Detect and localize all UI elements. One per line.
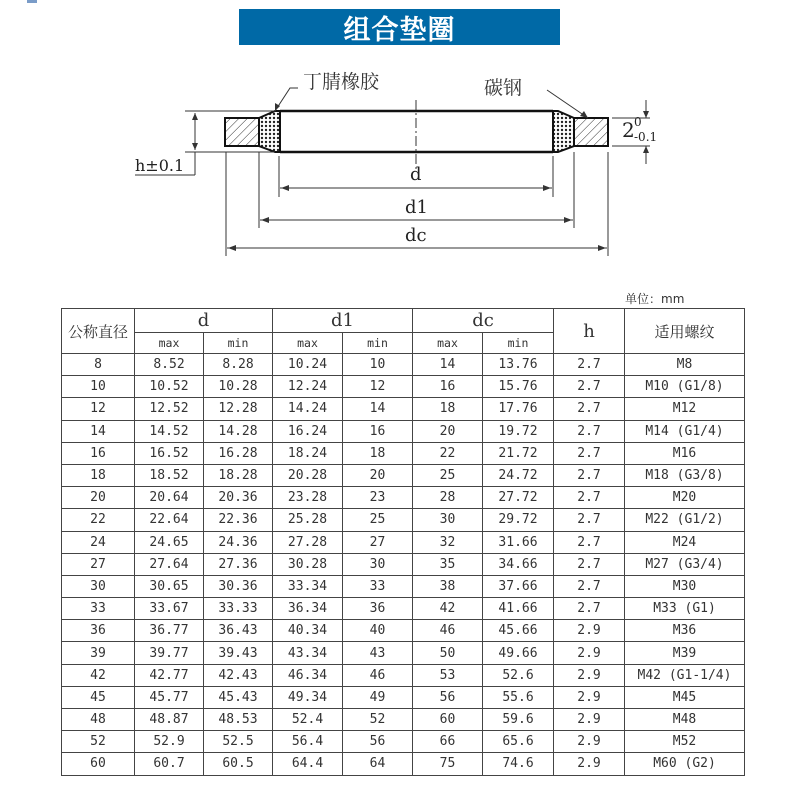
cell-dc-min: 27.72 [483,487,554,509]
cell-d-max: 24.65 [135,531,204,553]
header-d: d [135,309,273,333]
header-d1-min: min [343,333,413,354]
table-row [62,686,745,708]
table-row [62,509,745,531]
cell-thread: M39 [625,642,745,664]
cell-d1-min: 25 [343,509,413,531]
cell-d-min: 16.28 [204,442,273,464]
cell-dc-min: 45.66 [483,620,554,642]
cell-d-max: 45.77 [135,686,204,708]
cell-nominal: 60 [62,753,135,775]
cell-dc-max: 50 [413,642,483,664]
cell-d1-max: 16.24 [273,420,343,442]
cell-nominal: 36 [62,620,135,642]
cell-thread: M52 [625,731,745,753]
washer-drawing [0,60,800,260]
spec-table [61,308,745,776]
header-d1-max: max [273,333,343,354]
table-row [62,442,745,464]
header-d-max: max [135,333,204,354]
cell-dc-min: 74.6 [483,753,554,775]
steel-material-label: 碳钢 [484,77,523,99]
cell-h: 2.7 [554,442,625,464]
cell-d-min: 18.28 [204,464,273,486]
cell-d-min: 52.5 [204,731,273,753]
cell-d1-min: 36 [343,598,413,620]
cell-h: 2.7 [554,420,625,442]
cell-dc-max: 42 [413,598,483,620]
cell-d1-max: 56.4 [273,731,343,753]
cell-dc-max: 22 [413,442,483,464]
cell-d-max: 39.77 [135,642,204,664]
cell-d-max: 36.77 [135,620,204,642]
table-row [62,464,745,486]
cell-dc-min: 37.66 [483,575,554,597]
cell-d1-max: 46.34 [273,664,343,686]
cell-dc-min: 41.66 [483,598,554,620]
cell-d-max: 42.77 [135,664,204,686]
table-row [62,731,745,753]
cell-d-max: 8.52 [135,354,204,376]
thickness-lower-tolerance: -0.1 [634,130,658,144]
corner-mark [27,0,37,3]
cell-dc-max: 20 [413,420,483,442]
cell-d1-min: 30 [343,553,413,575]
cell-d1-max: 33.34 [273,575,343,597]
cell-h: 2.9 [554,642,625,664]
cell-d1-min: 10 [343,354,413,376]
cell-dc-min: 52.6 [483,664,554,686]
table-row [62,420,745,442]
cell-dc-min: 17.76 [483,398,554,420]
header-d-min: min [204,333,273,354]
cell-nominal: 39 [62,642,135,664]
cell-h: 2.9 [554,731,625,753]
spec-table-body [62,354,745,776]
cell-d-min: 8.28 [204,354,273,376]
cell-h: 2.7 [554,553,625,575]
cell-d1-max: 64.4 [273,753,343,775]
table-row [62,664,745,686]
cell-d1-max: 49.34 [273,686,343,708]
cell-dc-max: 32 [413,531,483,553]
cell-dc-min: 55.6 [483,686,554,708]
cell-nominal: 10 [62,376,135,398]
cell-nominal: 45 [62,686,135,708]
cell-dc-min: 65.6 [483,731,554,753]
unit-note: 单位：mm [625,292,685,306]
cell-thread: M10 (G1/8) [625,376,745,398]
cell-nominal: 42 [62,664,135,686]
cell-thread: M30 [625,575,745,597]
cell-d-max: 27.64 [135,553,204,575]
cell-thread: M48 [625,709,745,731]
cell-dc-max: 46 [413,620,483,642]
cell-dc-max: 66 [413,731,483,753]
cell-dc-min: 21.72 [483,442,554,464]
header-d1: d1 [273,309,413,333]
cell-dc-max: 60 [413,709,483,731]
cell-d1-min: 12 [343,376,413,398]
cell-d-min: 42.43 [204,664,273,686]
cell-d-min: 60.5 [204,753,273,775]
cell-nominal: 20 [62,487,135,509]
table-row [62,620,745,642]
cell-d-min: 12.28 [204,398,273,420]
cell-d1-max: 25.28 [273,509,343,531]
cell-nominal: 18 [62,464,135,486]
cell-d-min: 20.36 [204,487,273,509]
cell-d1-min: 49 [343,686,413,708]
cell-d1-max: 23.28 [273,487,343,509]
cell-h: 2.7 [554,464,625,486]
cell-nominal: 52 [62,731,135,753]
cell-dc-min: 15.76 [483,376,554,398]
cell-dc-min: 49.66 [483,642,554,664]
header-dc-min: min [483,333,554,354]
thickness-label [622,115,658,144]
cell-d-min: 36.43 [204,620,273,642]
cell-thread: M42 (G1-1/4) [625,664,745,686]
cell-thread: M12 [625,398,745,420]
header-thread: 适用螺纹 [625,309,745,354]
cell-nominal: 16 [62,442,135,464]
table-row [62,354,745,376]
cell-dc-min: 31.66 [483,531,554,553]
cell-d-min: 22.36 [204,509,273,531]
cell-d-max: 30.65 [135,575,204,597]
cell-h: 2.9 [554,753,625,775]
dim-d-label: d [410,164,422,185]
cell-d-max: 14.52 [135,420,204,442]
table-row [62,553,745,575]
header-nominal-diameter: 公称直径 [62,309,135,354]
cell-thread: M18 (G3/8) [625,464,745,486]
cell-d1-min: 40 [343,620,413,642]
table-row [62,709,745,731]
dim-d1-label: d1 [405,197,428,218]
cell-thread: M20 [625,487,745,509]
header-dc-max: max [413,333,483,354]
cell-dc-max: 35 [413,553,483,575]
cell-dc-max: 18 [413,398,483,420]
cell-d1-min: 23 [343,487,413,509]
thickness-base: 2 [622,118,635,142]
cell-d-min: 39.43 [204,642,273,664]
cell-thread: M45 [625,686,745,708]
cell-d1-min: 46 [343,664,413,686]
cell-dc-max: 53 [413,664,483,686]
cell-d1-min: 20 [343,464,413,486]
cell-d1-min: 56 [343,731,413,753]
cell-nominal: 27 [62,553,135,575]
cell-h: 2.9 [554,686,625,708]
cell-h: 2.9 [554,664,625,686]
cell-nominal: 30 [62,575,135,597]
page-title: 组合垫圈 [239,9,560,45]
cell-thread: M8 [625,354,745,376]
cell-nominal: 24 [62,531,135,553]
cell-d-min: 10.28 [204,376,273,398]
cell-nominal: 8 [62,354,135,376]
cell-d1-max: 40.34 [273,620,343,642]
cell-d-max: 52.9 [135,731,204,753]
table-row [62,531,745,553]
cell-dc-min: 24.72 [483,464,554,486]
cell-d1-max: 20.28 [273,464,343,486]
cell-d-max: 18.52 [135,464,204,486]
thickness-upper-tolerance: 0 [634,115,642,129]
cell-d1-min: 52 [343,709,413,731]
table-row [62,642,745,664]
cell-h: 2.7 [554,598,625,620]
cell-h: 2.7 [554,575,625,597]
washer-cross-section-diagram [0,60,800,260]
cell-dc-min: 29.72 [483,509,554,531]
cell-dc-max: 14 [413,354,483,376]
cell-d-min: 45.43 [204,686,273,708]
cell-d1-min: 14 [343,398,413,420]
cell-d-min: 33.33 [204,598,273,620]
cell-d-min: 14.28 [204,420,273,442]
cell-d1-min: 33 [343,575,413,597]
header-h: h [554,309,625,354]
cell-dc-min: 13.76 [483,354,554,376]
cell-thread: M60 (G2) [625,753,745,775]
header-dc: dc [413,309,554,333]
cell-thread: M24 [625,531,745,553]
cell-dc-max: 28 [413,487,483,509]
cell-d-max: 12.52 [135,398,204,420]
cell-dc-min: 19.72 [483,420,554,442]
cell-h: 2.7 [554,509,625,531]
table-row [62,398,745,420]
cell-d-max: 33.67 [135,598,204,620]
height-tolerance-label: h±0.1 [135,156,185,175]
cell-d-max: 60.7 [135,753,204,775]
cell-dc-max: 75 [413,753,483,775]
cell-d1-min: 43 [343,642,413,664]
rubber-material-label: 丁腈橡胶 [303,71,380,93]
cell-h: 2.7 [554,531,625,553]
cell-thread: M22 (G1/2) [625,509,745,531]
cell-d-min: 48.53 [204,709,273,731]
cell-nominal: 33 [62,598,135,620]
cell-h: 2.7 [554,487,625,509]
cell-d-max: 20.64 [135,487,204,509]
table-row [62,753,745,775]
cell-dc-min: 59.6 [483,709,554,731]
cell-d-max: 48.87 [135,709,204,731]
cell-d1-min: 18 [343,442,413,464]
cell-thread: M27 (G3/4) [625,553,745,575]
table-row [62,487,745,509]
dim-dc-label: dc [405,225,427,246]
cell-d1-max: 30.28 [273,553,343,575]
cell-d1-max: 14.24 [273,398,343,420]
cell-d-min: 27.36 [204,553,273,575]
cell-dc-max: 38 [413,575,483,597]
cell-d-max: 10.52 [135,376,204,398]
cell-d-min: 24.36 [204,531,273,553]
cell-nominal: 12 [62,398,135,420]
cell-d-max: 16.52 [135,442,204,464]
cell-d1-max: 43.34 [273,642,343,664]
cell-d1-max: 52.4 [273,709,343,731]
table-row [62,598,745,620]
cell-dc-max: 16 [413,376,483,398]
cell-dc-max: 25 [413,464,483,486]
cell-nominal: 48 [62,709,135,731]
cell-thread: M14 (G1/4) [625,420,745,442]
cell-thread: M33 (G1) [625,598,745,620]
cell-dc-max: 56 [413,686,483,708]
cell-d1-max: 36.34 [273,598,343,620]
cell-nominal: 14 [62,420,135,442]
cell-d1-min: 27 [343,531,413,553]
table-row [62,376,745,398]
cell-h: 2.9 [554,620,625,642]
cell-d1-min: 16 [343,420,413,442]
cell-nominal: 22 [62,509,135,531]
cell-d-min: 30.36 [204,575,273,597]
cell-h: 2.7 [554,398,625,420]
cell-h: 2.9 [554,709,625,731]
cell-dc-max: 30 [413,509,483,531]
table-row [62,575,745,597]
cell-thread: M36 [625,620,745,642]
cell-d-max: 22.64 [135,509,204,531]
cell-d1-max: 27.28 [273,531,343,553]
cell-dc-min: 34.66 [483,553,554,575]
cell-d1-max: 10.24 [273,354,343,376]
cell-d1-min: 64 [343,753,413,775]
cell-d1-max: 12.24 [273,376,343,398]
cell-thread: M16 [625,442,745,464]
cell-h: 2.7 [554,376,625,398]
cell-h: 2.7 [554,354,625,376]
cell-d1-max: 18.24 [273,442,343,464]
